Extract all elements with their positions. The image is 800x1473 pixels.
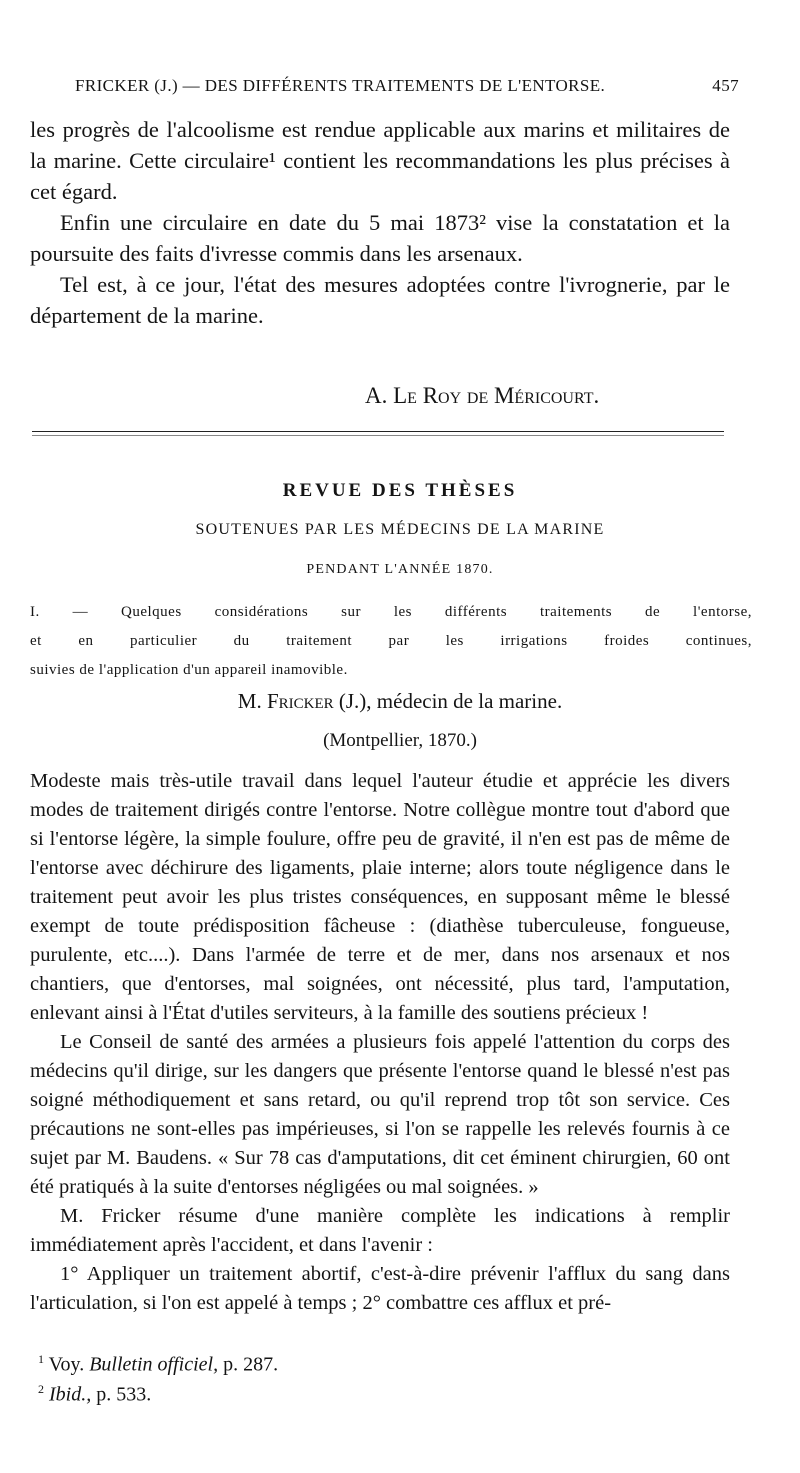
footnote-rest: p. 287. [218, 1353, 279, 1376]
review-body [30, 767, 730, 1318]
thesis-title [30, 598, 752, 685]
thesis-author [30, 689, 770, 714]
intro-text [30, 114, 730, 331]
section-year: PENDANT L'ANNÉE 1870. [306, 562, 494, 577]
signature [365, 383, 599, 409]
author-name: M. Fricker [237, 689, 334, 713]
footnote-mark: 1 [38, 1352, 44, 1366]
section-subtitle: SOUTENUES PAR LES MÉDECINS DE LA MARINE [195, 521, 605, 538]
footnote-rest: p. 533. [91, 1383, 152, 1406]
footnote-text: Voy. [48, 1353, 90, 1376]
thesis-title-line-3: suivies de l'application d'un appareil inamovible. [30, 662, 348, 678]
author-title: (J.), médecin de la marine. [333, 689, 563, 713]
intro-paragraph-1: les progrès de l'alcoolisme est rendue applicable aux marins et militaires de la marine. Cette circulaire¹ contient les recommandations les plus précises à cet égard. [30, 117, 730, 204]
body-paragraph-3: M. Fricker résume d'une manière complète les indications à remplir immédiatement après l'accident, et dans l'avenir : [30, 1205, 730, 1256]
footnote-italic: Bulletin officiel, [89, 1353, 219, 1376]
running-title: FRICKER (J.) — DES DIFFÉRENTS TRAITEMENTS DE L'ENTORSE. [75, 76, 606, 95]
body-paragraph-4: 1° Appliquer un traitement abortif, c'est-à-dire prévenir l'afflux du sang dans l'articulation, si l'on est appelé à temps ; 2° combattre ces afflux et pré- [30, 1263, 730, 1314]
footnote-mark: 2 [38, 1382, 44, 1396]
body-paragraph-2: Le Conseil de santé des armées a plusieurs fois appelé l'attention du corps des médecins qu'il dirige, sur les dangers que présente l'entorse quand le blessé n'est pas soigné méthodiquement et sans retard, ou qu'il reprend trop tôt son service. Ces précautions ne sont-elles pas impérieuses, si l'on se rappelle les relevés fournis à ce sujet par M. Baudens. « Sur 78 cas d'amputations, dit cet éminent chirurgien, 60 ont été pratiqués à la suite d'entorses négligées ou mal soignées. » [30, 1031, 730, 1198]
thesis-title-line-2: et en particulier du traitement par les irrigations froides continues, [30, 633, 752, 649]
intro-paragraph-3: Tel est, à ce jour, l'état des mesures adoptées contre l'ivrognerie, par le département de la marine. [30, 272, 730, 328]
thesis-place-date: (Montpellier, 1870.) [323, 730, 477, 751]
signature-initial: A. [365, 383, 394, 408]
footnote-italic: Ibid., [49, 1383, 92, 1406]
section-divider-thin [32, 435, 724, 436]
body-paragraph-1: Modeste mais très-utile travail dans lequel l'auteur étudie et apprécie les divers modes de traitement dirigés contre l'entorse. Notre collègue montre tout d'abord que si l'entorse légère, la simple foulure, offre peu de gravité, il n'en est pas de même de l'entorse avec déchirure des ligaments, plaie interne; alors toute négligence dans le traitement peut avoir les plus tristes conséquences, en supposant même le blessé exempt de toute prédisposition fâcheuse : (diathèse tuberculeuse, fongueuse, purulente, etc....). Dans l'armée de terre et de mer, dans nos arsenaux et nos chantiers, que d'entorses, mal soignées, ont nécessité, plus tard, l'amputation, enlevant ainsi à l'État d'utiles serviteurs, à la famille des soutiens précieux ! [30, 770, 730, 1024]
intro-paragraph-2: Enfin une circulaire en date du 5 mai 1873² vise la constatation et la poursuite des faits d'ivresse commis dans les arsenaux. [30, 210, 730, 266]
section-title: REVUE DES THÈSES [282, 480, 518, 501]
thesis-title-line-1: I. — Quelques considérations sur les différents traitements de l'entorse, [30, 604, 752, 620]
signature-name: Le Roy de Méricourt. [393, 383, 600, 408]
page-number: 457 [712, 76, 739, 95]
section-divider [32, 431, 724, 432]
footnote-2 [38, 1374, 151, 1410]
